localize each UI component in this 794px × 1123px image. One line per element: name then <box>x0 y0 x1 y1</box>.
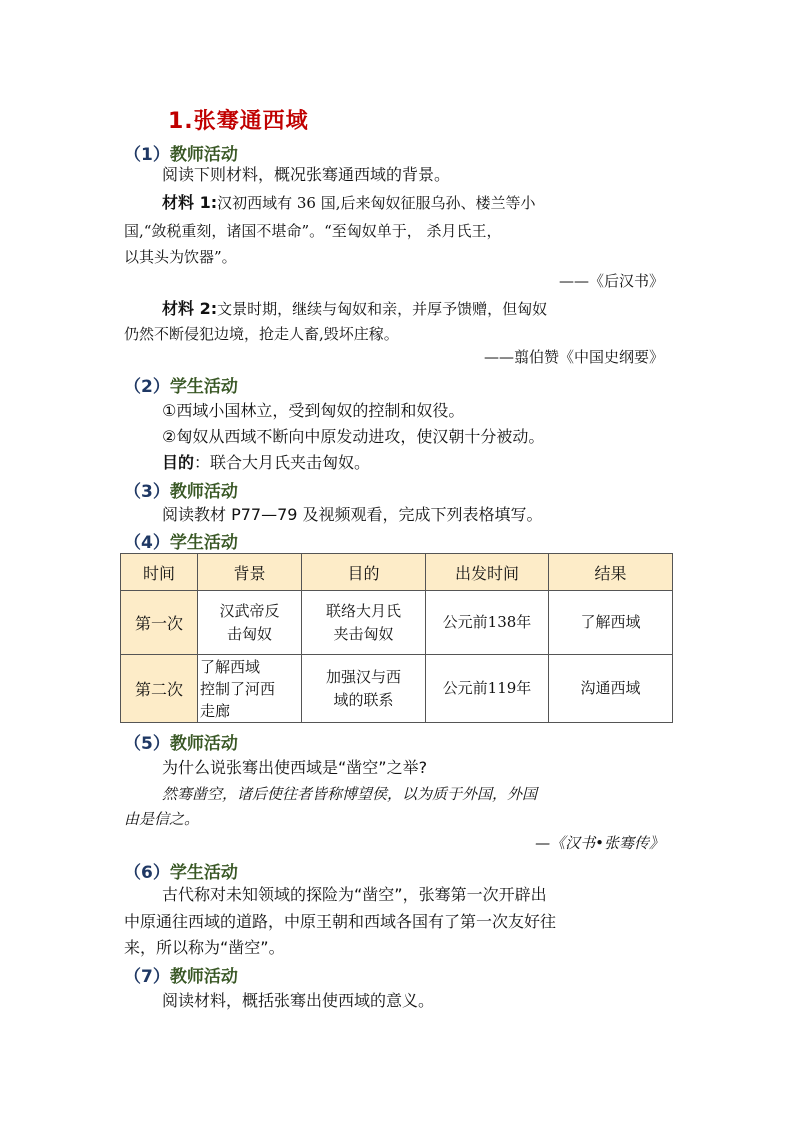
header-departure: 出发时间 <box>426 554 549 591</box>
cell-line: 域的联系 <box>333 690 394 709</box>
header-result: 结果 <box>549 554 673 591</box>
s3-line-1: 阅读教材 P77—79 及视频观看，完成下列表格填写。 <box>162 505 543 524</box>
cell-line: 了解西域 <box>580 613 641 631</box>
s6-line-2: 中原通往西域的道路，中原王朝和西域各国有了第一次友好往 <box>124 912 557 931</box>
cell-line: 公元前119年 <box>442 679 532 697</box>
section-number: （4） <box>124 533 170 553</box>
section-2-heading <box>124 372 238 397</box>
section-number: （1） <box>124 145 170 165</box>
cell-line: 了解西域 <box>200 657 261 676</box>
s5-quote-line-1: 然骞凿空，诸后使往者皆称博望侯，以为质于外国，外国 <box>162 785 538 803</box>
s5-question: 为什么说张骞出使西域是“凿空”之举? <box>162 758 428 777</box>
section-label: 教师活动 <box>169 482 238 502</box>
header-purpose: 目的 <box>302 554 426 591</box>
row-time: 第一次 <box>121 591 198 655</box>
s2-purpose <box>162 450 370 476</box>
row-time: 第二次 <box>121 655 198 723</box>
zhang-qian-table <box>120 553 673 723</box>
page-title: 1.张骞通西域 <box>168 109 309 134</box>
material-2-line-2: 仍然不断侵犯边境，抢走人畜,毁坏庄稼。 <box>124 325 399 343</box>
cell-line: 控制了河西 <box>200 679 276 698</box>
purpose-label: 目的 <box>162 453 195 472</box>
row-background <box>198 591 302 655</box>
material-2-label: 材料 2: <box>162 299 218 318</box>
material-1-line-1 <box>162 190 536 216</box>
section-label: 学生活动 <box>169 863 238 883</box>
section-number: （2） <box>124 377 170 397</box>
table-row <box>121 591 673 655</box>
section-label: 教师活动 <box>169 967 238 987</box>
section-4-heading <box>124 528 238 553</box>
s6-line-3: 来，所以称为“凿空”。 <box>124 938 285 957</box>
section-label: 教师活动 <box>169 145 238 165</box>
section-number: （7） <box>124 967 170 987</box>
row-purpose <box>302 591 426 655</box>
cell-line: 联络大月氏 <box>325 601 401 620</box>
row-result <box>549 655 673 723</box>
section-label: 学生活动 <box>169 377 238 397</box>
material-2-source: ——翦伯赞《中国史纲要》 <box>483 348 664 366</box>
section-number: （5） <box>124 734 170 754</box>
cell-line: 汉武帝反 <box>219 601 280 620</box>
row-background <box>198 655 302 723</box>
material-2-line-1 <box>162 296 547 322</box>
table-row <box>121 655 673 723</box>
s2-line-2: ②匈奴从西域不断向中原发动进攻，使汉朝十分被动。 <box>162 427 545 446</box>
row-departure <box>426 655 549 723</box>
section-number: （3） <box>124 482 170 502</box>
row-departure <box>426 591 549 655</box>
section-number: （6） <box>124 863 170 883</box>
section-6-heading <box>124 858 238 883</box>
material-1-text: 汉初西域有 36 国,后来匈奴征服乌孙、楼兰等小 <box>217 194 536 212</box>
purpose-text: ：联合大月氏夹击匈奴。 <box>194 453 371 472</box>
table-header-row <box>121 554 673 591</box>
row-purpose <box>302 655 426 723</box>
cell-line: 走廊 <box>200 701 231 720</box>
header-background: 背景 <box>198 554 302 591</box>
material-1-source: ——《后汉书》 <box>558 272 664 290</box>
material-1-line-2: 国,“敛税重刻，诸国不堪命”。“至匈奴单于， 杀月氏王， <box>124 222 502 240</box>
cell-line: 公元前138年 <box>442 613 532 631</box>
s5-quote-line-2: 由是信之。 <box>124 810 200 828</box>
cell-line: 加强汉与西 <box>325 667 401 686</box>
material-2-text: 文景时期，继续与匈奴和亲，并厚予馈赠，但匈奴 <box>217 300 548 318</box>
material-1-line-3: 以其头为饮器”。 <box>124 248 237 266</box>
material-1-label: 材料 1: <box>162 193 218 212</box>
s7-line-1: 阅读材料，概括张骞出使西域的意义。 <box>162 991 435 1010</box>
section-7-heading <box>124 962 238 987</box>
cell-line: 击匈奴 <box>226 624 272 643</box>
s6-line-1: 古代称对未知领域的探险为“凿空”，张骞第一次开辟出 <box>162 885 547 904</box>
header-time: 时间 <box>121 554 198 591</box>
section-3-heading <box>124 477 238 502</box>
s5-source: —《汉书•张骞传》 <box>535 834 664 852</box>
section-label: 教师活动 <box>169 734 238 754</box>
section-label: 学生活动 <box>169 533 238 553</box>
cell-line: 夹击匈奴 <box>333 624 394 643</box>
row-result <box>549 591 673 655</box>
cell-line: 沟通西域 <box>580 679 641 697</box>
s2-line-1: ①西域小国林立，受到匈奴的控制和奴役。 <box>162 401 465 420</box>
section-5-heading <box>124 729 238 754</box>
s1-intro: 阅读下则材料，概况张骞通西域的背景。 <box>162 165 451 184</box>
